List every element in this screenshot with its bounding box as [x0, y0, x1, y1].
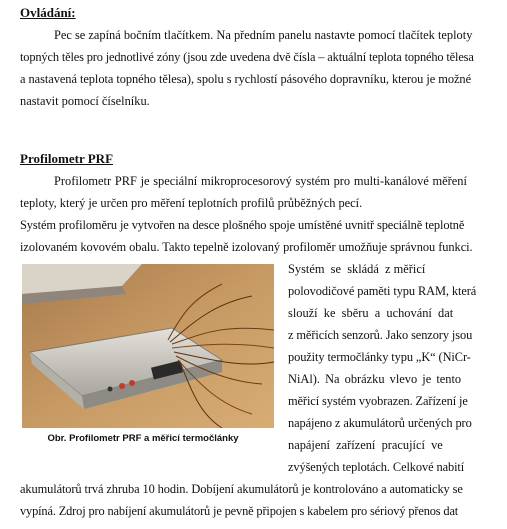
paragraph-line: slouží ke sběru a uchování dat: [288, 306, 454, 320]
paragraph-line: použity termočlánky typu „K“ (NiCr-: [288, 350, 471, 364]
paragraph-line: vypíná. Zdroj pro nabíjení akumulátorů je pevně připojen s kabelem pro sériový přenos dat: [20, 504, 459, 518]
paragraph-line: Pec se zapíná bočním tlačítkem. Na předním panelu nastavte pomocí tlačítek teploty: [54, 28, 473, 42]
profilometr-photo-graphic: [22, 264, 274, 428]
paragraph-line: napájení zařízení pracující ve: [288, 438, 443, 452]
paragraph-line: polovodičové paměti typu RAM, která: [288, 284, 477, 298]
paragraph-line: Profilometr PRF je speciální mikroprocesorový systém pro multi-kanálové měření: [54, 174, 467, 188]
photo-caption: Obr. Profilometr PRF a měřicí termočlánky: [47, 433, 239, 444]
paragraph-line: Systém se skládá z měřicí: [288, 262, 426, 276]
paragraph-line: napájeno z akumulátorů určených pro: [288, 416, 472, 430]
profilometr-photo: [22, 264, 274, 428]
section-heading-ovladani: Ovládání:: [20, 5, 76, 20]
paragraph-line: nastavit pomocí číselníku.: [20, 94, 150, 108]
paragraph-line: zvýšených teplotách. Celkové nabití: [288, 460, 465, 474]
paragraph-line: měřicí systém vyobrazen. Zařízení je: [288, 394, 468, 408]
paragraph-line: Systém profiloměru je vytvořen na desce plošného spoje umístěné uvnitř speciálně teplotně: [20, 218, 465, 232]
paragraph-line: topných těles pro jednotlivé zóny (jsou zde uvedena dvě čísla – aktuální teplota topného tělesa: [20, 50, 474, 64]
paragraph-line: akumulátorů trvá zhruba 10 hodin. Dobíjení akumulátorů je kontrolováno a automaticky se: [20, 482, 463, 496]
paragraph-line: NiAl). Na obrázku vlevo je tento: [288, 372, 462, 386]
paragraph-line: teploty, který je určen pro měření teplotních profilů průběžných pecí.: [20, 196, 363, 210]
paragraph-line: z měřicích senzorů. Jako senzory jsou: [288, 328, 473, 342]
section-heading-profilometr: Profilometr PRF: [20, 151, 114, 166]
paragraph-line: izolovaném kovovém obalu. Takto tepelně izolovaný profiloměr umožňuje správnou funkci.: [20, 240, 473, 254]
paragraph-line: a nastavená teplota topného tělesa), spolu s rychlostí pásového dopravníku, kterou je možné: [20, 72, 472, 86]
